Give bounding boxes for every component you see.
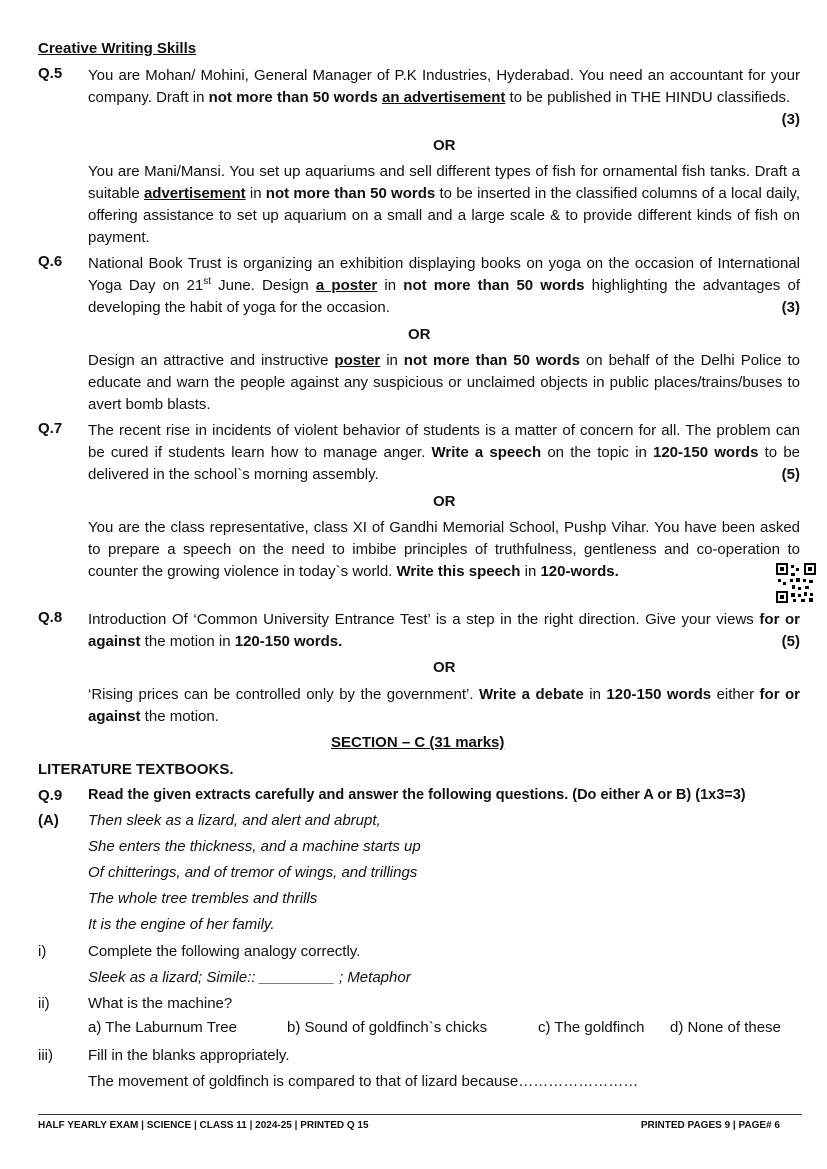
sub-question-number: iii) (38, 1047, 53, 1064)
poem-line: The whole tree trembles and thrills (88, 890, 318, 907)
question-instruction: Read the given extracts carefully and answer the following questions. (Do either A or B) (1x3=3) (88, 787, 746, 803)
or-divider: OR (433, 493, 456, 510)
fill-blank-line: The movement of goldfinch is compared to that of lizard because…………………… (88, 1073, 639, 1090)
option: a) The Laburnum Tree (88, 1019, 237, 1036)
question-text: Introduction Of ‘Common University Entrance Test’ is a step in the right direction. Give your views for or against the motion in 120-150 words. (5) (88, 609, 800, 653)
poem-line: Of chitterings, and of tremor of wings, and trillings (88, 864, 418, 881)
poem-line: She enters the thickness, and a machine starts up (88, 838, 421, 855)
question-5-alt (38, 161, 800, 249)
option: c) The goldfinch (538, 1019, 645, 1036)
section-c-heading: SECTION – C (31 marks) (331, 734, 505, 751)
footer-divider (38, 1114, 802, 1115)
marks: (5) (781, 633, 800, 650)
sub-question-text: Complete the following analogy correctly. (88, 943, 361, 960)
question-8-alt (38, 684, 800, 728)
question-number: Q.8 (38, 609, 63, 626)
question-7 (38, 420, 800, 486)
marks: (3) (781, 299, 800, 316)
marks: (3) (781, 111, 800, 128)
question-number: Q.6 (38, 253, 63, 270)
question-5 (38, 65, 800, 131)
option: d) None of these (670, 1019, 781, 1036)
question-8 (38, 609, 800, 653)
question-number: Q.9 (38, 787, 63, 804)
question-6-alt (38, 350, 800, 416)
question-text: The recent rise in incidents of violent behavior of students is a matter of concern for all. The problem can be cured if students learn how to manage anger. Write a speech on the topic in 120-150 words to be delivered in the school`s morning assembly. (5) (88, 420, 800, 486)
question-number: Q.5 (38, 65, 63, 82)
or-divider: OR (433, 137, 456, 154)
question-6 (38, 253, 800, 319)
or-divider: OR (433, 659, 456, 676)
question-text: You are Mani/Mansi. You set up aquariums and sell different types of fish for ornamental fish tanks. Draft a suitable advertisement in not more than 50 words to be inserted in the classified columns of a local daily, offering assistance to set up aquarium on a small and a large scale & to provide different kinds of fish on payment. (88, 163, 800, 246)
or-divider: OR (408, 326, 431, 343)
poem-line: Then sleek as a lizard, and alert and abrupt, (88, 812, 381, 829)
question-text: ‘Rising prices can be controlled only by the government’. Write a debate in 120-150 words either for or against the motion. (88, 686, 800, 725)
poem-line: It is the engine of her family. (88, 916, 275, 933)
analogy-line: Sleek as a lizard; Simile:: _________ ; Metaphor (88, 969, 411, 986)
question-text: National Book Trust is organizing an exhibition displaying books on yoga on the occasion of International Yoga Day on 21st June. Design a poster in not more than 50 words highlighting the advantages of developing the habit of yoga for the occasion. (3) (88, 253, 800, 319)
qr-code-icon (776, 563, 816, 603)
section-heading: Creative Writing Skills (38, 40, 197, 57)
literature-heading: LITERATURE TEXTBOOKS. (38, 761, 234, 778)
question-text: Design an attractive and instructive poster in not more than 50 words on behalf of the Delhi Police to educate and warn the people against any suspicious or unclaimed objects in public places/trains/buses to avert bomb blasts. (88, 352, 800, 413)
sub-question-text: What is the machine? (88, 995, 233, 1012)
question-number: Q.7 (38, 420, 63, 437)
sub-question-number: i) (38, 943, 47, 960)
option: b) Sound of goldfinch`s chicks (287, 1019, 488, 1036)
question-7-alt (38, 517, 800, 583)
footer-right: PRINTED PAGES 9 | PAGE# 6 (640, 1120, 780, 1131)
question-text: You are the class representative, class XI of Gandhi Memorial School, Pushp Vihar. You have been asked to prepare a speech on the need to imbibe principles of truthfulness, gentleness and co-operation to counter the growing violence in today`s world. Write this speech in 120-words. (88, 519, 800, 580)
question-text: You are Mohan/ Mohini, General Manager of P.K Industries, Hyderabad. You need an accountant for your company. Draft in not more than 50 words an advertisement to be published in THE HINDU classifieds. (3) (88, 65, 800, 109)
footer-left: HALF YEARLY EXAM | SCIENCE | CLASS 11 | 2024-25 | PRINTED Q 15 (38, 1120, 369, 1131)
part-label: (A) (38, 812, 59, 829)
sub-question-text: Fill in the blanks appropriately. (88, 1047, 290, 1064)
sub-question-number: ii) (38, 995, 50, 1012)
marks: (5) (781, 466, 800, 483)
